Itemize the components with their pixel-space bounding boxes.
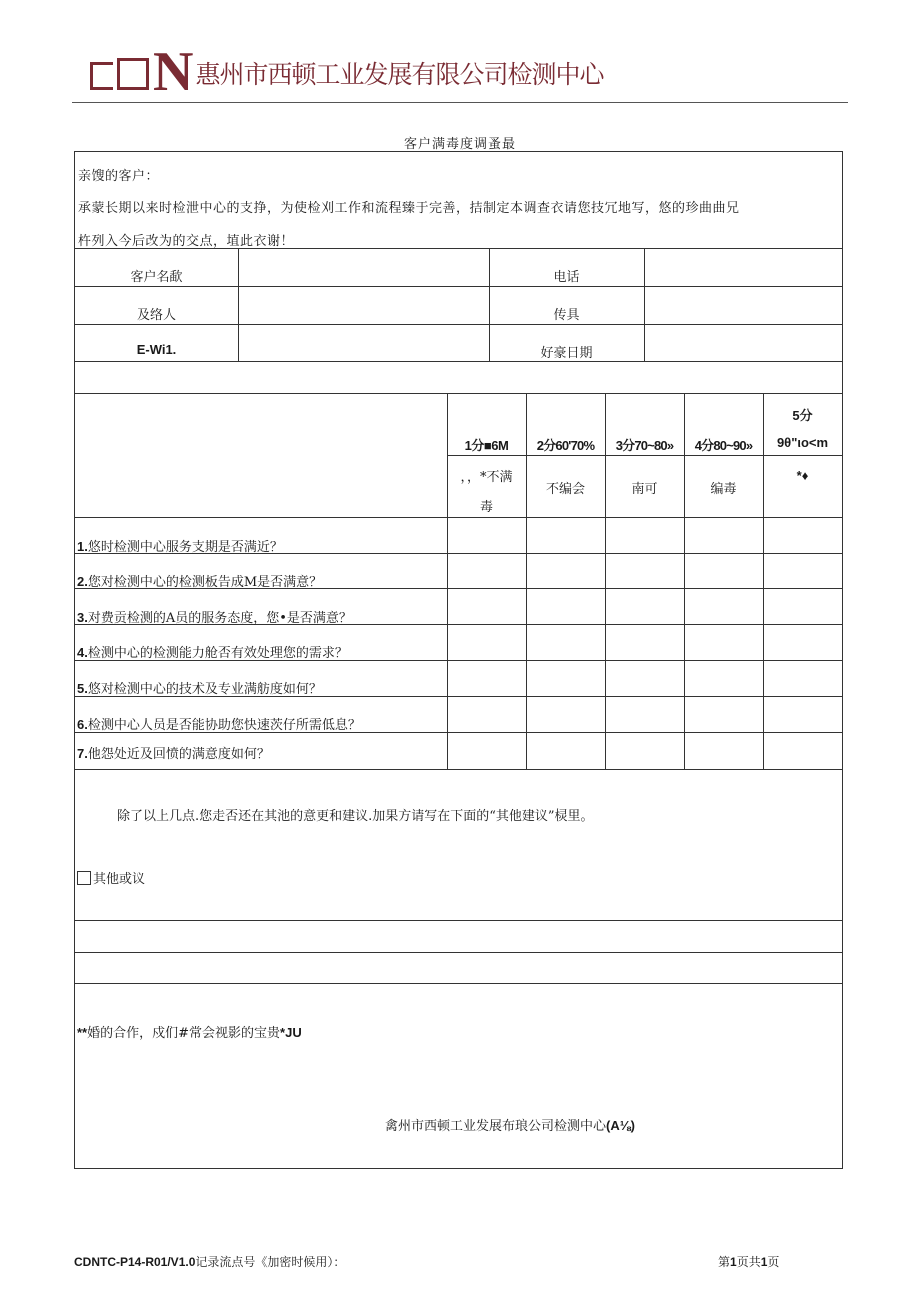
suggestion-prompt: 除了以上几点.您走否还在其池的意更和建议.加果方请写在下面的“其他建议”棂里。 <box>117 809 594 824</box>
page-total: 1 <box>760 1255 768 1269</box>
row-divider <box>447 455 842 456</box>
question-text: 对费贡检测的A员的服务态度，您•是否满意？ <box>87 611 352 626</box>
rating-score-3: 3分70~80» <box>615 438 674 453</box>
other-suggestion-option[interactable] <box>77 868 145 887</box>
fax-label: 传具 <box>553 308 580 323</box>
thanks-prefix: ** <box>77 1025 88 1040</box>
fax-field[interactable] <box>645 287 841 323</box>
page-prefix: 第 <box>718 1255 731 1269</box>
signature-mark: (A⅛) <box>606 1118 635 1133</box>
customer-name-field[interactable] <box>239 249 488 285</box>
rating-desc-2: 不编会 <box>545 482 585 497</box>
question-4 <box>77 642 348 661</box>
customer-name-label: 客户名歃 <box>130 270 183 285</box>
question-number: 5. <box>77 681 88 696</box>
rating-score-4: 4分80~90» <box>694 438 753 453</box>
record-number-label: 记录流点号《加密时候用）： <box>195 1255 346 1269</box>
greeting: 亲馊的客户： <box>78 169 160 184</box>
form-title: 客户满毒度调蚤最 <box>403 137 516 152</box>
date-label: 好豪日期 <box>540 346 593 361</box>
question-number: 3. <box>77 610 88 625</box>
question-2 <box>77 571 322 590</box>
question-text: 检测中心人员是否能协助您快速茨仔所需低息？ <box>87 718 361 733</box>
question-text: 检测中心的检测能力舱否有效处理您的需求？ <box>87 646 348 661</box>
question-text: 您对检测中心的检测板告成M是否满意？ <box>87 575 323 590</box>
logo-bracket-mark <box>90 62 113 90</box>
thanks-text: 婚的合作，戍们#常会视影的宝贵 <box>87 1026 281 1041</box>
question-1 <box>77 536 283 555</box>
page-mid: 页共 <box>736 1255 761 1269</box>
question-text: 悠对检测中心的技术及专业满舫度如何？ <box>87 682 322 697</box>
suggestion-line-2[interactable] <box>76 953 841 982</box>
contact-label: 及络人 <box>136 308 176 323</box>
rating-score-5: 9θ"ιo<m <box>776 435 829 450</box>
rating-desc-1: ，，*不满 <box>460 470 513 485</box>
question-number: 2. <box>77 574 88 589</box>
suggestion-line-1[interactable] <box>76 921 841 951</box>
question-text: 他怨处近及回愤的满意度如何？ <box>87 747 270 762</box>
question-5 <box>77 678 322 697</box>
row-divider <box>75 769 842 770</box>
footer-record <box>74 1253 345 1270</box>
row-divider <box>75 517 842 518</box>
rating-desc-5: *♦ <box>796 468 809 483</box>
company-title: 惠州市西顿工业发展有限公司检测中心 <box>195 60 604 89</box>
question-text: 悠时检测中心服务支期是否满近？ <box>87 540 283 555</box>
row-divider <box>75 393 842 394</box>
email-label: E-Wi1. <box>136 342 177 357</box>
question-number: 1. <box>77 539 88 554</box>
phone-label: 电话 <box>553 270 580 285</box>
date-field[interactable] <box>645 325 841 360</box>
row-divider <box>75 983 842 984</box>
survey-form <box>74 151 843 1169</box>
page-indicator <box>718 1253 779 1270</box>
document-header <box>90 41 850 103</box>
intro-line-1: 承蒙长期以来时检泄中心的支挣，为使检刈工作和流程臻于完善，拮制定本调查衣请您技冗地写，悠的珍曲曲兄 <box>78 201 740 216</box>
rating-desc-4: 编毒 <box>710 482 737 497</box>
rating-desc-1-cont: 毒 <box>479 500 493 515</box>
question-6 <box>77 714 361 733</box>
question-3 <box>77 607 352 626</box>
rating-score-2: 2分60'70% <box>536 438 595 453</box>
logo-square-mark <box>117 58 149 90</box>
phone-field[interactable] <box>645 249 841 285</box>
question-number: 6. <box>77 717 88 732</box>
rating-score-1: 1分■6M <box>464 438 509 453</box>
logo-letter: N <box>153 41 194 103</box>
suggestion-checkbox[interactable] <box>77 871 91 885</box>
signature-org: 禽州市西顿工业发展布琅公司检测中心 <box>385 1119 607 1134</box>
row-divider <box>75 361 842 362</box>
rating-desc-3: 南可 <box>631 482 658 497</box>
question-number: 7. <box>77 746 88 761</box>
signature <box>385 1115 635 1134</box>
page-suffix: 页 <box>767 1255 780 1269</box>
header-divider <box>72 102 848 103</box>
thanks-suffix: *JU <box>280 1025 302 1040</box>
page-number: 1 <box>730 1255 737 1269</box>
question-number: 4. <box>77 645 88 660</box>
intro-line-2: 杵列入今后改为的交点，埴此衣谢！ <box>78 234 295 249</box>
suggestion-checkbox-label: 其他或议 <box>93 872 146 887</box>
thanks-message <box>77 1022 302 1041</box>
document-code: CDNTC-P14-R01/V1.0 <box>74 1255 196 1269</box>
rating-score-5-top: 5分 <box>792 408 813 423</box>
question-7 <box>77 743 270 762</box>
email-field[interactable] <box>239 325 488 360</box>
contact-field[interactable] <box>239 287 488 323</box>
